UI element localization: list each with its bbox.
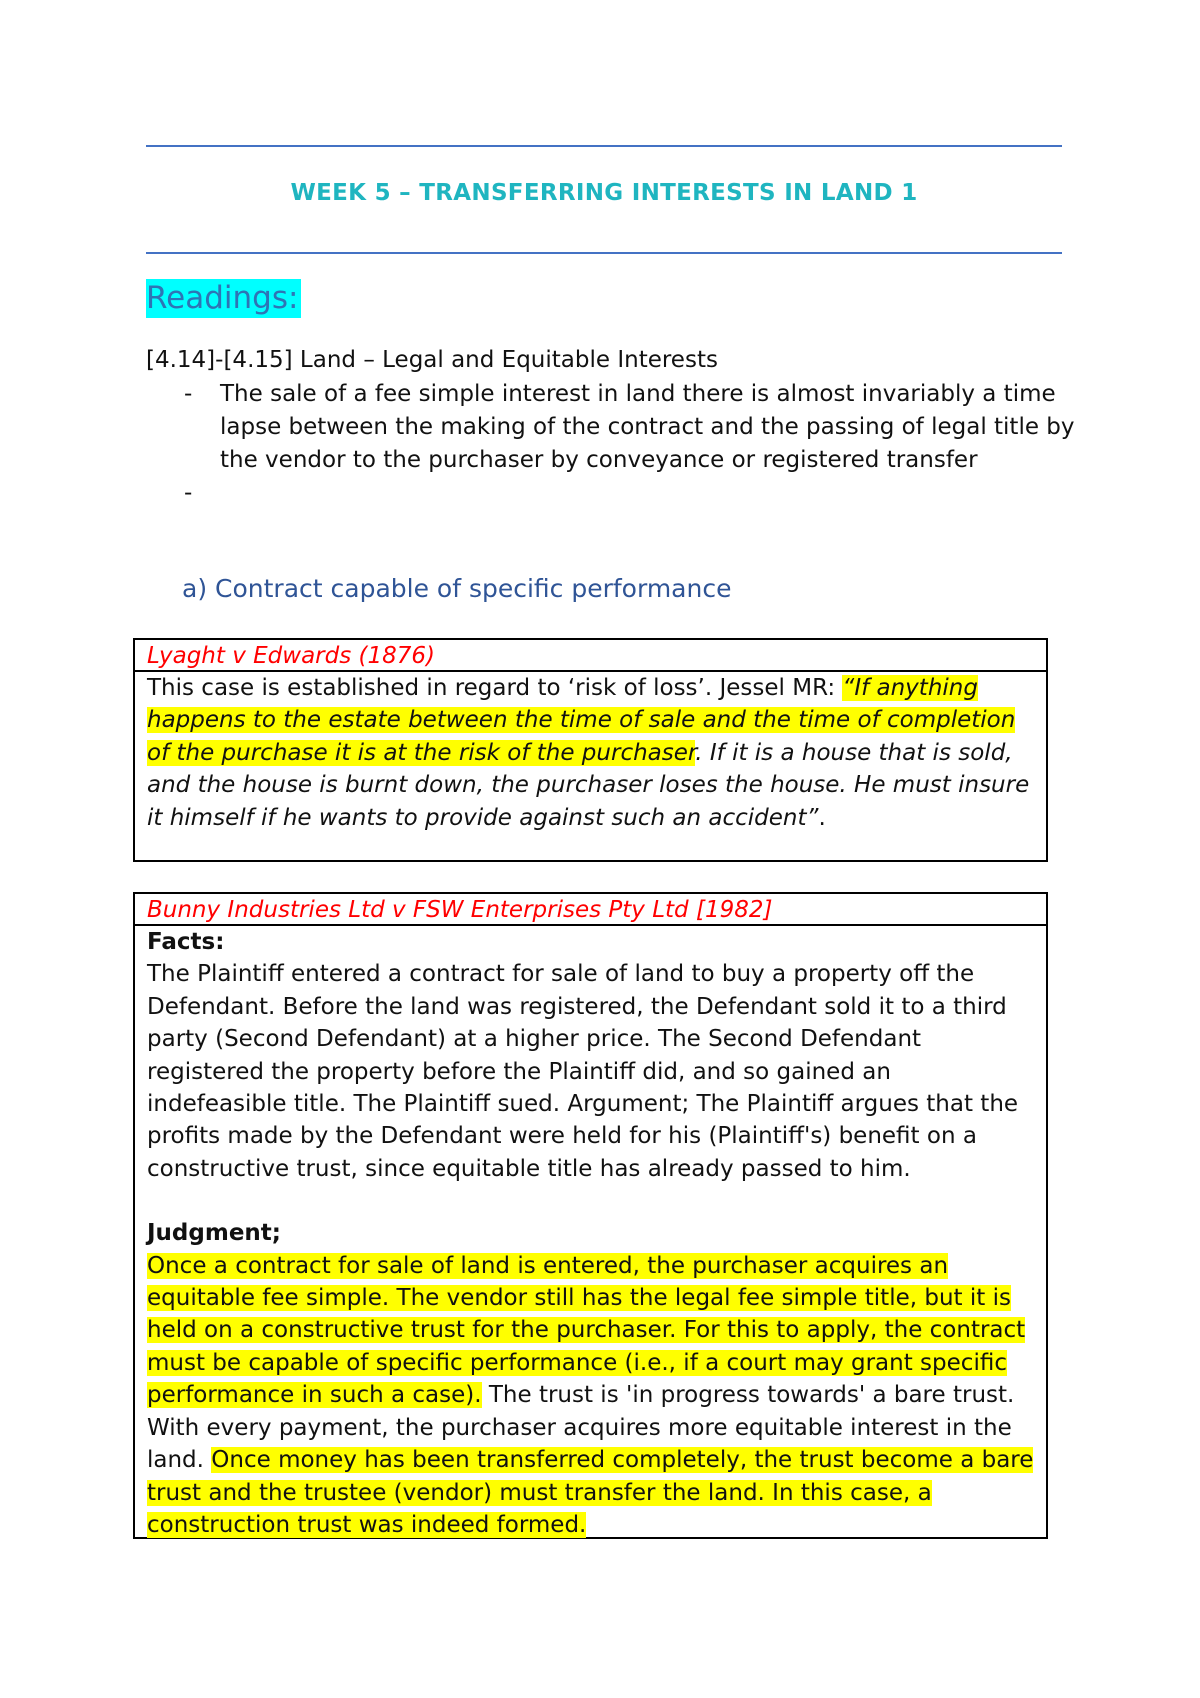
facts-label: Facts: (147, 929, 225, 955)
judgment-plain: The trust is 'in progress towards' a bare trust. With every payment, the purchaser acquires more equitable interest in the land. (147, 1382, 1015, 1474)
readings-heading: Readings: (146, 279, 301, 318)
judgment-highlight-2: Once money has been transferred completely, the trust become a bare trust and the trustee (vendor) must transfer the land. In this case, a construction trust was indeed formed. (147, 1447, 1034, 1538)
case-box-bunny-industries (133, 892, 1048, 1539)
bottom-divider (146, 252, 1062, 254)
quote-end: . (818, 804, 826, 831)
bullet-dash: - (184, 381, 193, 407)
reading-reference: [4.14]-[4.15] Land – Legal and Equitable Interests (146, 347, 718, 373)
judgment-highlight-1: Once a contract for sale of land is entered, the purchaser acquires an equitable fee simple. The vendor still has the legal fee simple title, but it is held on a constructive trust for the purchaser. For this to apply, the contract must be capable of specific performance (i.e., if a court may grant specific performance in such a case). (147, 1252, 1026, 1409)
case-title: Bunny Industries Ltd v FSW Enterprises Pty Ltd [1982] (135, 894, 1046, 926)
top-divider (146, 145, 1062, 147)
highlighted-quote: “If anything happens to the estate between the time of sale and the time of completion of the purchase it is at the risk of the purchaser (147, 675, 1016, 766)
bullet-item-empty (146, 477, 1076, 510)
case-body (135, 926, 1046, 1541)
bullet-dash: - (184, 480, 193, 506)
case-box-lyaght (133, 638, 1048, 862)
case-body (135, 672, 1046, 834)
paragraph-gap (147, 1185, 1034, 1217)
page-title: WEEK 5 – TRANSFERRING INTERESTS IN LAND 1 (290, 180, 918, 206)
readings-bullet-list (146, 378, 1076, 510)
judgment-text (147, 1250, 1034, 1542)
judgment-label: Judgment; (147, 1220, 281, 1247)
case-intro: This case is established in regard to ‘risk of loss’. Jessel MR: (147, 675, 843, 701)
facts-text: The Plaintiff entered a contract for sale of land to buy a property off the Defendant. Before the land was registered, the Defendant sold it to a third party (Second Defendant) at a higher price. The Second Defendant registered the property before the Plaintiff did, and so gained an indefeasible title. The Plaintiff sued. Argument; The Plaintiff argues that the profits made by the Defendant were held for his (Plaintiff's) benefit on a constructive trust, since equitable title has already passed to him. (147, 961, 1019, 1182)
bullet-text: The sale of a fee simple interest in land there is almost invariably a time lapse between the making of the contract and the passing of legal title by the vendor to the purchaser by conveyance or registered transfer (220, 381, 1075, 473)
bullet-item (146, 378, 1076, 477)
case-title: Lyaght v Edwards (1876) (135, 640, 1046, 672)
section-heading: a) Contract capable of specific performance (182, 574, 732, 603)
quote-continuation: . If it is a house that is sold, and the house is burnt down, the purchaser loses the house. He must insure it himself if he wants to provide against such an accident” (147, 739, 1030, 831)
